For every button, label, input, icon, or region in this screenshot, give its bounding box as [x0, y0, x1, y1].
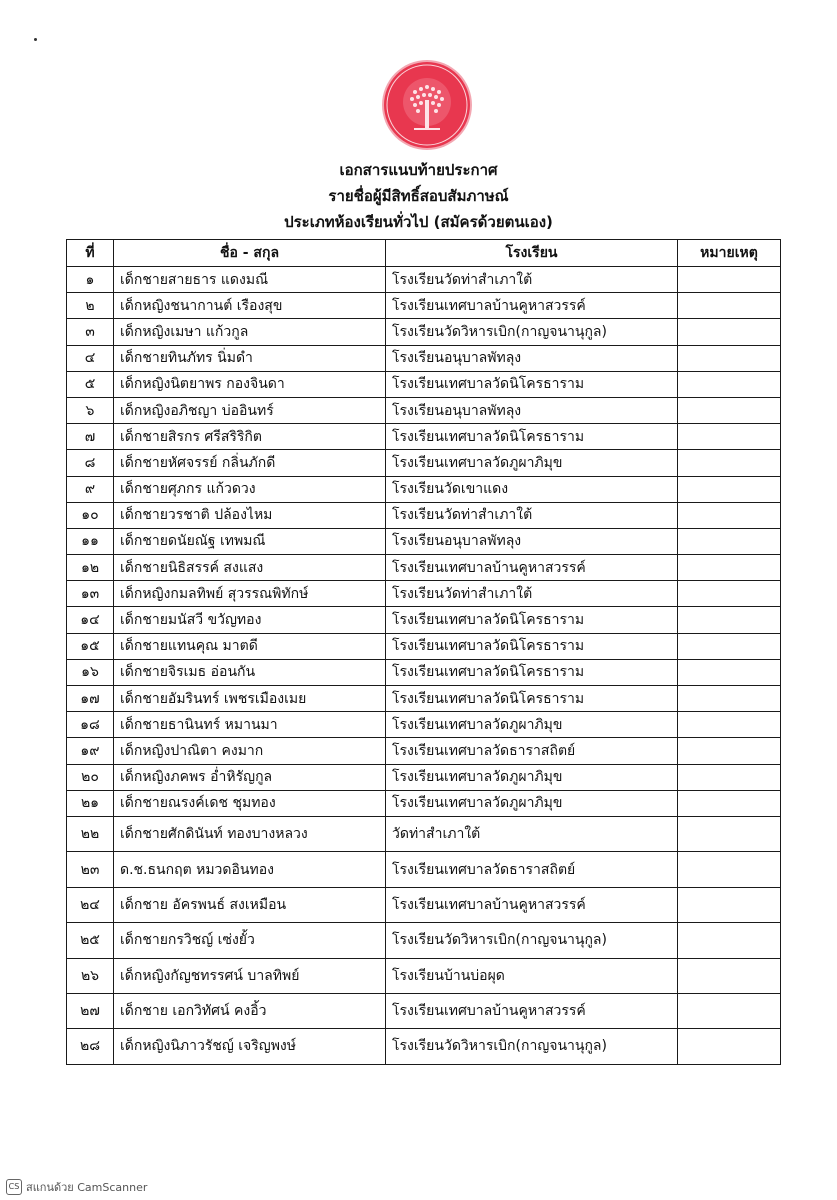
candidate-name: เด็กชายสายธาร แดงมณี [114, 267, 386, 293]
remark-cell [678, 319, 781, 345]
column-header-remark: หมายเหตุ [678, 240, 781, 267]
candidate-name: เด็กชายศุภกร แก้วดวง [114, 476, 386, 502]
school-name: โรงเรียนอนุบาลพัทลุง [386, 528, 678, 554]
remark-cell [678, 958, 781, 993]
table-row [67, 958, 781, 993]
table-row [67, 738, 781, 764]
remark-cell [678, 633, 781, 659]
remark-cell [678, 712, 781, 738]
candidate-name: เด็กชายกรวิชญ์ เซ่งยั้ว [114, 923, 386, 958]
remark-cell [678, 345, 781, 371]
table-row [67, 371, 781, 397]
remark-cell [678, 293, 781, 319]
table-row [67, 816, 781, 851]
remark-cell [678, 581, 781, 607]
school-name: โรงเรียนเทศบาลบ้านคูหาสวรรค์ [386, 555, 678, 581]
table-row [67, 764, 781, 790]
school-name: โรงเรียนเทศบาลบ้านคูหาสวรรค์ [386, 293, 678, 319]
table-row [67, 293, 781, 319]
row-number: ๒๘ [67, 1029, 114, 1064]
remark-cell [678, 738, 781, 764]
school-name: โรงเรียนเทศบาลวัดภูผาภิมุข [386, 790, 678, 816]
candidate-name: เด็กชายหัศจรรย์ กลิ่นภักดี [114, 450, 386, 476]
school-name: โรงเรียนบ้านบ่อผุด [386, 958, 678, 993]
row-number: ๒๔ [67, 887, 114, 922]
school-name: โรงเรียนวัดวิหารเบิก(กาญจนานุกูล) [386, 319, 678, 345]
school-name: โรงเรียนเทศบาลวัดนิโครธาราม [386, 659, 678, 685]
remark-cell [678, 790, 781, 816]
remark-cell [678, 397, 781, 423]
row-number: ๑๓ [67, 581, 114, 607]
remark-cell [678, 923, 781, 958]
candidate-name: เด็กชายอัมรินทร์ เพชรเมืองเมย [114, 686, 386, 712]
row-number: ๒๕ [67, 923, 114, 958]
candidate-name: เด็กชายณรงค์เดช ชุมทอง [114, 790, 386, 816]
row-number: ๑๘ [67, 712, 114, 738]
candidate-table [66, 239, 781, 1065]
row-number: ๑๕ [67, 633, 114, 659]
row-number: ๙ [67, 476, 114, 502]
camscanner-icon: CS [6, 1179, 22, 1195]
document-heading-line2: รายชื่อผู้มีสิทธิ์สอบสัมภาษณ์ [328, 187, 509, 205]
candidate-name: เด็กชายวรชาติ ปล้องไหม [114, 502, 386, 528]
school-name: วัดท่าสำเภาใต้ [386, 816, 678, 851]
table-row [67, 790, 781, 816]
table-row [67, 267, 781, 293]
candidate-name: เด็กชายธานินทร์ หมานมา [114, 712, 386, 738]
school-name: โรงเรียนเทศบาลวัดนิโครธาราม [386, 633, 678, 659]
row-number: ๑๖ [67, 659, 114, 685]
candidate-name: เด็กหญิงภคพร อ่ำหิรัญกูล [114, 764, 386, 790]
school-name: โรงเรียนวัดเขาแดง [386, 476, 678, 502]
table-row [67, 923, 781, 958]
column-header-name: ชื่อ - สกุล [114, 240, 386, 267]
scanner-watermark [6, 1178, 147, 1196]
table-row [67, 397, 781, 423]
school-name: โรงเรียนเทศบาลบ้านคูหาสวรรค์ [386, 887, 678, 922]
table-row [67, 581, 781, 607]
row-number: ๒๑ [67, 790, 114, 816]
candidate-name: เด็กชาย เอกวิทัศน์ คงอิ้ว [114, 993, 386, 1028]
table-row [67, 712, 781, 738]
scanner-watermark-text: สแกนด้วย CamScanner [26, 1181, 148, 1194]
remark-cell [678, 686, 781, 712]
remark-cell [678, 528, 781, 554]
candidate-name: ด.ช.ธนกฤต หมวดอินทอง [114, 852, 386, 887]
school-name: โรงเรียนเทศบาลวัดนิโครธาราม [386, 371, 678, 397]
row-number: ๑๒ [67, 555, 114, 581]
remark-cell [678, 607, 781, 633]
school-name: โรงเรียนวัดวิหารเบิก(กาญจนานุกูล) [386, 923, 678, 958]
school-name: โรงเรียนวัดวิหารเบิก(กาญจนานุกูล) [386, 1029, 678, 1064]
remark-cell [678, 852, 781, 887]
row-number: ๖ [67, 397, 114, 423]
table-row [67, 555, 781, 581]
candidate-name: เด็กชายศักดินันท์ ทองบางหลวง [114, 816, 386, 851]
candidate-name: เด็กชายดนัยณัฐ เทพมณี [114, 528, 386, 554]
table-row [67, 319, 781, 345]
row-number: ๒๖ [67, 958, 114, 993]
candidate-name: เด็กชายสิรกร ศรีสริริกิต [114, 424, 386, 450]
table-row [67, 502, 781, 528]
row-number: ๕ [67, 371, 114, 397]
row-number: ๒ [67, 293, 114, 319]
school-name: โรงเรียนเทศบาลวัดนิโครธาราม [386, 424, 678, 450]
remark-cell [678, 1029, 781, 1064]
school-name: โรงเรียนเทศบาลวัดนิโครธาราม [386, 607, 678, 633]
candidate-name: เด็กชายมนัสวี ขวัญทอง [114, 607, 386, 633]
remark-cell [678, 450, 781, 476]
table-row [67, 852, 781, 887]
candidate-name: เด็กหญิงกมลทิพย์ สุวรรณพิทักษ์ [114, 581, 386, 607]
row-number: ๑๐ [67, 502, 114, 528]
school-name: โรงเรียนวัดท่าสำเภาใต้ [386, 502, 678, 528]
candidate-name: เด็กหญิงกัญชทรรศน์ บาลทิพย์ [114, 958, 386, 993]
candidate-name: เด็กหญิงชนากานต์ เรืองสุข [114, 293, 386, 319]
remark-cell [678, 993, 781, 1028]
row-number: ๑๔ [67, 607, 114, 633]
school-name: โรงเรียนเทศบาลวัดภูผาภิมุข [386, 764, 678, 790]
school-name: โรงเรียนเทศบาลบ้านคูหาสวรรค์ [386, 993, 678, 1028]
row-number: ๘ [67, 450, 114, 476]
table-row [67, 686, 781, 712]
candidate-name: เด็กหญิงนิตยาพร กองจินดา [114, 371, 386, 397]
remark-cell [678, 887, 781, 922]
row-number: ๒๓ [67, 852, 114, 887]
school-name: โรงเรียนเทศบาลวัดนิโครธาราม [386, 686, 678, 712]
remark-cell [678, 476, 781, 502]
school-name: โรงเรียนอนุบาลพัทลุง [386, 397, 678, 423]
row-number: ๒๗ [67, 993, 114, 1028]
candidate-name: เด็กชายนิธิสรรค์ สงแสง [114, 555, 386, 581]
candidate-name: เด็กหญิงอภิชญา บ่ออินทร์ [114, 397, 386, 423]
candidate-name: เด็กหญิงเมษา แก้วกูล [114, 319, 386, 345]
table-row [67, 887, 781, 922]
table-row [67, 345, 781, 371]
school-name: โรงเรียนเทศบาลวัดธาราสถิตย์ [386, 852, 678, 887]
table-header-row [67, 240, 781, 267]
school-name: โรงเรียนอนุบาลพัทลุง [386, 345, 678, 371]
row-number: ๔ [67, 345, 114, 371]
school-name: โรงเรียนวัดท่าสำเภาใต้ [386, 267, 678, 293]
remark-cell [678, 371, 781, 397]
table-row [67, 633, 781, 659]
row-number: ๒๐ [67, 764, 114, 790]
remark-cell [678, 659, 781, 685]
row-number: ๑๙ [67, 738, 114, 764]
table-row [67, 607, 781, 633]
remark-cell [678, 267, 781, 293]
candidate-name: เด็กหญิงปาณิตา คงมาก [114, 738, 386, 764]
table-row [67, 1029, 781, 1064]
candidate-name: เด็กชายแทนคุณ มาตดี [114, 633, 386, 659]
remark-cell [678, 764, 781, 790]
remark-cell [678, 502, 781, 528]
school-name: โรงเรียนเทศบาลวัดภูผาภิมุข [386, 712, 678, 738]
candidate-name: เด็กหญิงนิภาวรัชญ์ เจริญพงษ์ [114, 1029, 386, 1064]
remark-cell [678, 424, 781, 450]
candidate-name: เด็กชายจิรเมธ อ่อนกัน [114, 659, 386, 685]
school-name: โรงเรียนวัดท่าสำเภาใต้ [386, 581, 678, 607]
column-header-school: โรงเรียน [386, 240, 678, 267]
school-name: โรงเรียนเทศบาลวัดภูผาภิมุข [386, 450, 678, 476]
row-number: ๑ [67, 267, 114, 293]
row-number: ๑๑ [67, 528, 114, 554]
school-name: โรงเรียนเทศบาลวัดธาราสถิตย์ [386, 738, 678, 764]
row-number: ๑๗ [67, 686, 114, 712]
candidate-name: เด็กชายทินภัทร นิ่มดำ [114, 345, 386, 371]
table-row [67, 528, 781, 554]
row-number: ๓ [67, 319, 114, 345]
school-seal-logo [384, 62, 470, 148]
row-number: ๗ [67, 424, 114, 450]
candidate-name: เด็กชาย อัครพนธ์ สงเหมือน [114, 887, 386, 922]
document-heading-line1: เอกสารแนบท้ายประกาศ [339, 161, 498, 179]
table-row [67, 424, 781, 450]
table-row [67, 659, 781, 685]
column-header-number: ที่ [67, 240, 114, 267]
remark-cell [678, 816, 781, 851]
scan-speck [34, 38, 37, 41]
row-number: ๒๒ [67, 816, 114, 851]
document-heading-line3: ประเภทห้องเรียนทั่วไป (สมัครด้วยตนเอง) [284, 213, 553, 231]
table-row [67, 476, 781, 502]
table-row [67, 450, 781, 476]
remark-cell [678, 555, 781, 581]
table-row [67, 993, 781, 1028]
